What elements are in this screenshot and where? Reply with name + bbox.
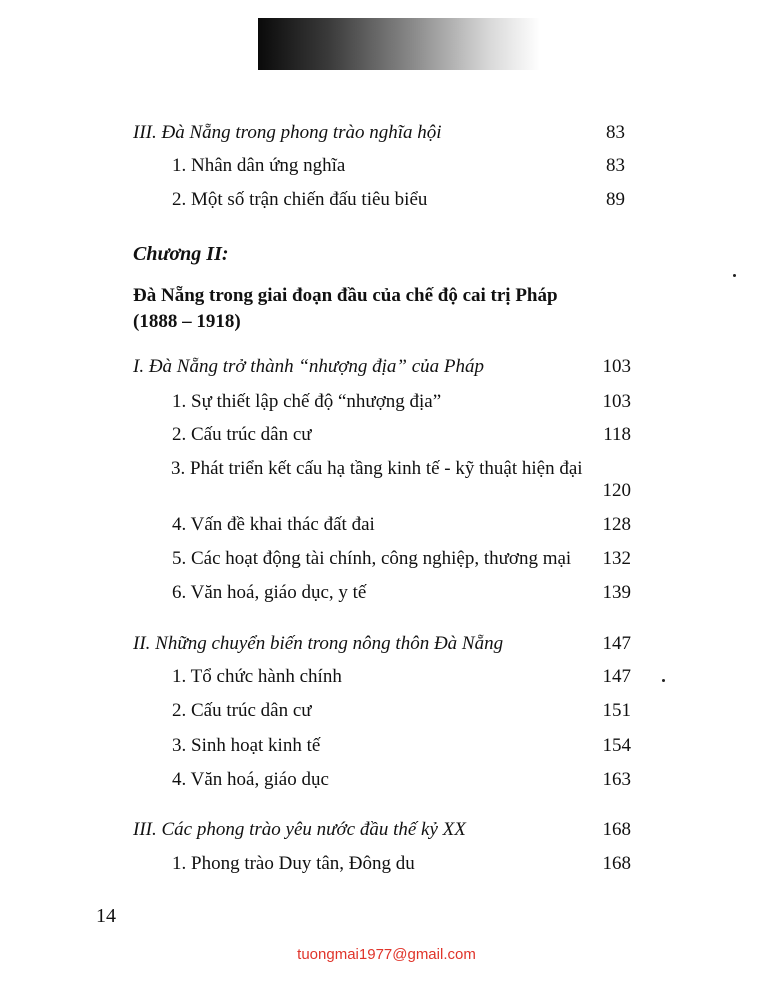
page-number: 103 xyxy=(602,391,631,412)
chapter-heading: Chương II: xyxy=(133,243,229,265)
page-number: 151 xyxy=(602,700,631,721)
toc-item: 4. Văn hoá, giáo dục xyxy=(172,769,329,790)
toc-item: 1. Nhân dân ứng nghĩa xyxy=(172,155,346,176)
toc-item: 1. Tổ chức hành chính xyxy=(172,666,342,687)
section-heading: III. Các phong trào yêu nước đầu thế kỷ XX xyxy=(133,819,466,840)
page-number: 163 xyxy=(602,769,631,790)
page-number: 132 xyxy=(602,548,631,569)
toc-item: 6. Văn hoá, giáo dục, y tế xyxy=(172,582,367,603)
toc-item: 2. Một số trận chiến đấu tiêu biểu xyxy=(172,189,428,210)
page-number: 128 xyxy=(602,514,631,535)
header-gradient-bar xyxy=(258,18,540,70)
scan-speck xyxy=(733,274,736,277)
email-watermark: tuongmai1977@gmail.com xyxy=(297,946,476,963)
page-number: 147 xyxy=(602,666,631,687)
toc-item: 2. Cấu trúc dân cư xyxy=(172,424,312,445)
scan-speck xyxy=(662,679,665,682)
chapter-title: Đà Nẵng trong giai đoạn đầu của chế độ cai trị Pháp (1888 – 1918) xyxy=(133,285,558,332)
section-heading: II. Những chuyển biến trong nông thôn Đà Nẵng xyxy=(133,633,504,654)
page-number: 103 xyxy=(602,356,631,377)
page-number: 118 xyxy=(603,424,631,445)
toc-item: 4. Vấn đề khai thác đất đai xyxy=(172,514,375,535)
toc-item: 3. Sinh hoạt kinh tế xyxy=(172,735,321,756)
toc-item: 1. Sự thiết lập chế độ “nhượng địa” xyxy=(172,391,442,412)
toc-item-wrapped xyxy=(133,457,585,481)
toc-item: 5. Các hoạt động tài chính, công nghiệp, thương mại xyxy=(172,548,572,569)
page-number: 89 xyxy=(606,189,625,210)
section-heading: III. Đà Nẵng trong phong trào nghĩa hội xyxy=(133,122,442,143)
section-heading: I. Đà Nẵng trở thành “nhượng địa” của Pháp xyxy=(133,356,485,377)
page-number: 120 xyxy=(602,480,631,501)
toc-item-label: 3. Phát triển kết cấu hạ tầng kinh tế - kỹ thuật hiện đại xyxy=(171,458,583,479)
toc-item: 2. Cấu trúc dân cư xyxy=(172,700,312,721)
toc-item: 1. Phong trào Duy tân, Đông du xyxy=(172,853,415,874)
page-number: 168 xyxy=(602,853,631,874)
page-number: 147 xyxy=(602,633,631,654)
page-number: 168 xyxy=(602,819,631,840)
page-number: 154 xyxy=(602,735,631,756)
page-number: 83 xyxy=(606,122,625,143)
page-number: 139 xyxy=(602,582,631,603)
page-number: 83 xyxy=(606,155,625,176)
page-footer-number: 14 xyxy=(96,905,116,927)
